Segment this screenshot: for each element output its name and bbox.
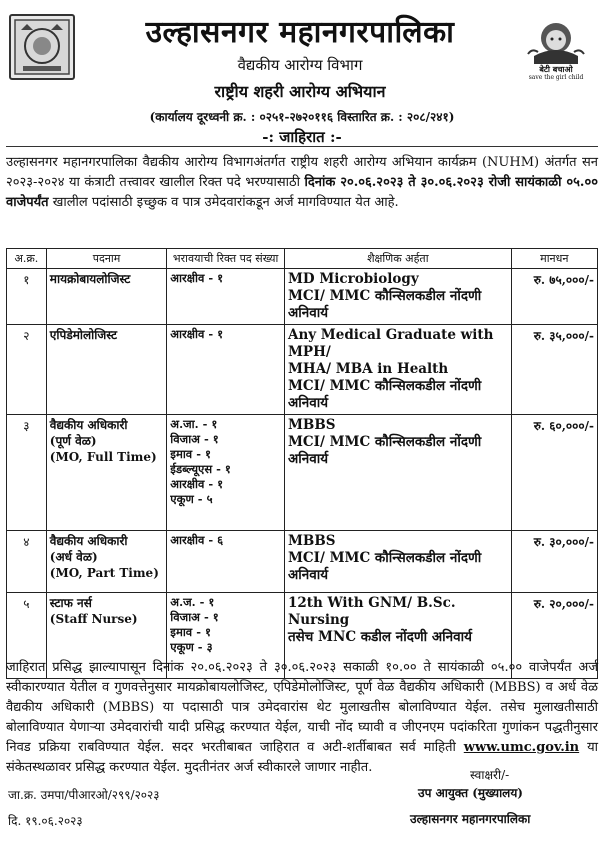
cell-seats-line: अ.जा. - १ [170, 417, 218, 431]
cell-pay: रु. २०,०००/- [511, 593, 597, 679]
signature-sd: स्वाक्षरी/- [470, 768, 510, 782]
office-phone-line: (कार्यालय दूरध्वनी क्र. : ०२५१-२७२०११६ विस्तारित क्र. : २०८/२४१) [149, 110, 455, 124]
beti-bachao-logo [520, 14, 592, 84]
col-header-pay: मानधन [511, 249, 597, 269]
cell-seats [167, 269, 285, 325]
col-header-seats: भरावयाची रिक्त पद संख्या [167, 249, 285, 269]
cell-qualification-line: Any Medical Graduate with MPH/ [287, 327, 494, 360]
vacancy-table [6, 248, 598, 679]
cell-seats-line: आरक्षीव - ६ [170, 533, 224, 547]
cell-seats-line: विजाअ - १ [170, 432, 219, 446]
cell-qualification-line: MBBS [287, 417, 336, 433]
cell-sr: २ [7, 325, 47, 415]
logo-caption: बेटी बचाओ [539, 64, 573, 74]
signature-designation: उप आयुक्त (मुख्यालय) [418, 786, 523, 800]
cell-sr: ४ [7, 531, 47, 593]
cell-qualification-line: MCI/ MMC कौन्सिलकडील नोंदणी अनिवार्य [287, 434, 482, 467]
cell-seats [167, 325, 285, 415]
cell-seats [167, 531, 285, 593]
page-title: उल्हासनगर महानगरपालिका [145, 15, 455, 50]
intro-text-2: खालील पदांसाठी इच्छुक व पात्र उमेदवारांकडून अर्ज मागविण्यात येत आहे. [52, 195, 399, 210]
cell-sr: १ [7, 269, 47, 325]
cell-seats-line: ईडब्ल्यूएस - १ [170, 462, 231, 476]
table-row [7, 415, 598, 531]
cell-post [46, 269, 167, 325]
cell-sr: ३ [7, 415, 47, 531]
cell-post [46, 325, 167, 415]
table-row [7, 531, 598, 593]
cell-qualification [284, 531, 511, 593]
cell-seats-line: एकूण - ५ [170, 492, 213, 506]
cell-post-line: (MO, Full Time) [49, 450, 157, 464]
cell-post-line: (अर्ध वेळ) [49, 550, 98, 564]
cell-sr: ५ [7, 593, 47, 679]
cell-qualification-line: तसेच MNC कडील नोंदणी अनिवार्य [287, 629, 472, 645]
cell-qualification [284, 269, 511, 325]
intro-text-1: उल्हासनगर महानगरपालिका वैद्यकीय आरोग्य विभागअंतर्गत राष्ट्रीय शहरी आरोग्य अभियान कार्यक्रम (NUHM) अंतर्गत सन २०२३-२०२४ या कंत्राटी तत्त्वावर खालील रिक्त पदे भरण्यासाठी [6, 155, 598, 190]
cell-post-line: (पूर्ण वेळ) [49, 434, 97, 448]
cell-qualification-line: 12th With GNM/ B.Sc. Nursing [287, 595, 456, 628]
cell-seats-line: एकूण - ३ [170, 640, 213, 654]
cell-post [46, 415, 167, 531]
cell-qualification [284, 415, 511, 531]
cell-seats-line: इमाव - १ [170, 447, 211, 461]
col-header-sr: अ.क्र. [7, 249, 47, 269]
divider [6, 146, 598, 147]
intro-paragraph [6, 153, 598, 213]
umc-seal-logo [9, 14, 75, 80]
cell-pay: रु. ६०,०००/- [511, 415, 597, 531]
department-name: वैद्यकीय आरोग्य विभाग [237, 56, 363, 74]
footer-text-1: जाहिरात प्रसिद्ध झाल्यापासून दिनांक २०.०६.२०२३ ते ३०.०६.२०२३ सकाळी १०.०० ते सायंकाळी ०५.०० वाजेपर्यंत अर्ज स्वीकारण्यात येतील व गुणवत्तेनुसार मायक्रोबायलोजिस्ट, एपिडेमोलोजिस्ट, पूर्ण वेळ वैद्यकीय अधिकारी (MBBS) व अर्ध वेळ वैद्यकीय अधिकारी (MBBS) या पदासाठी पात्र उमेदवारांस थेट मुलाखतीस बोलाविण्यात येईल. तसेच मुलाखतीसाठी बोलाविण्यात येणाऱ्या उमेदवारांची यादी प्रसिद्ध करण्यात येईल, याची नोंद घ्यावी व जीएनएम पदांकरिता गुणांकन पद्धतीनुसार निवड प्रक्रिया राबविण्यात येईल. सदर भरतीबाबत जाहिरात व अटी-शर्तीबाबत सर्व माहिती [6, 660, 598, 755]
cell-pay: रु. ३०,०००/- [511, 531, 597, 593]
cell-post-line: एपिडेमोलोजिस्ट [49, 328, 118, 342]
cell-qualification-line: MCI/ MMC कौन्सिलकडील नोंदणी अनिवार्य [287, 288, 482, 321]
reference-date: दि. १९.०६.२०२३ [8, 814, 83, 828]
cell-seats-line: आरक्षीव - १ [170, 327, 224, 341]
intro-date-range: दिनांक २०.०६.२०२३ ते ३०.०६.२०२३ रोजी सायंकाळी ०५.०० वाजेपर्यंत [6, 175, 598, 210]
mission-name: राष्ट्रीय शहरी आरोग्य अभियान [214, 82, 386, 101]
cell-seats-line: आरक्षीव - १ [170, 477, 224, 491]
cell-qualification-line: MHA/ MBA in Health [287, 361, 449, 377]
reference-number: जा.क्र. उमपा/पीआरओ/२९९/२०२३ [8, 788, 160, 802]
cell-qualification-line: MD Microbiology [287, 271, 419, 287]
footer-text-2: या संकेतस्थळावर प्रसिद्ध करण्यात येईल. मुदतीनंतर अर्ज स्वीकारले जाणार नाहीत. [6, 740, 598, 775]
cell-post-line: (MO, Part Time) [49, 566, 159, 580]
cell-post-line: मायक्रोबायलोजिस्ट [49, 272, 131, 286]
cell-post-line: वैद्यकीय अधिकारी [49, 418, 128, 432]
cell-qualification-line: MCI/ MMC कौन्सिलकडील नोंदणी अनिवार्य [287, 378, 482, 411]
cell-seats-line: आरक्षीव - १ [170, 271, 224, 285]
cell-seats-line: इमाव - १ [170, 625, 211, 639]
col-header-post: पदनाम [46, 249, 167, 269]
col-header-qualification: शैक्षणिक अर्हता [284, 249, 511, 269]
cell-post-line: (Staff Nurse) [49, 612, 138, 626]
footer-paragraph [6, 658, 598, 778]
cell-pay: रु. ३५,०००/- [511, 325, 597, 415]
cell-seats-line: अ.ज. - १ [170, 595, 215, 609]
cell-post [46, 531, 167, 593]
cell-qualification [284, 325, 511, 415]
cell-seats-line: विजाअ - १ [170, 610, 219, 624]
cell-post-line: स्टाफ नर्स [49, 596, 92, 610]
advertisement-heading: -: जाहिरात :- [262, 128, 342, 146]
cell-pay: रु. ७५,०००/- [511, 269, 597, 325]
website-link[interactable]: www.umc.gov.in [463, 740, 580, 755]
cell-post-line: वैद्यकीय अधिकारी [49, 534, 128, 548]
signature-organisation: उल्हासनगर महानगरपालिका [410, 812, 531, 826]
cell-qualification-line: MBBS [287, 533, 336, 549]
table-row [7, 269, 598, 325]
logo-subcaption: save the girl child [528, 74, 584, 81]
seal-icon [11, 16, 73, 78]
table-row [7, 325, 598, 415]
cell-qualification-line: MCI/ MMC कौन्सिलकडील नोंदणी अनिवार्य [287, 550, 482, 583]
table-header-row [7, 249, 598, 269]
cell-seats [167, 415, 285, 531]
